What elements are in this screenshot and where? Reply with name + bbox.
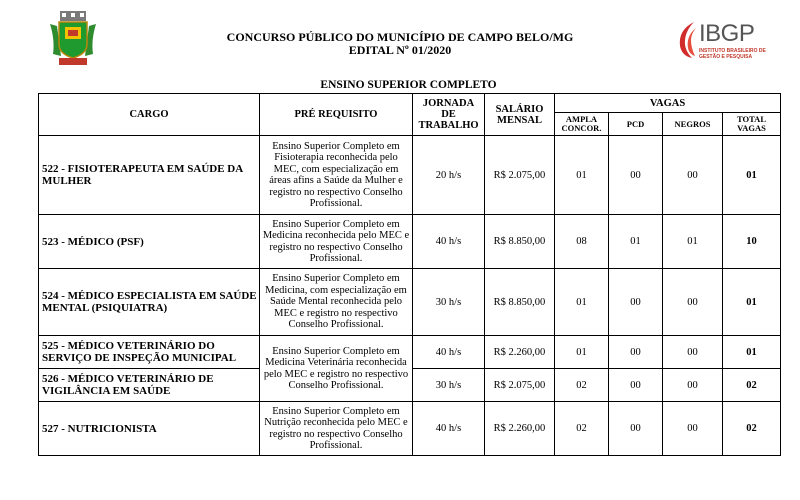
total-cell: 02 <box>723 369 781 402</box>
pcd-cell: 00 <box>609 269 663 336</box>
table-row <box>39 402 781 456</box>
ampla-cell: 01 <box>555 336 609 369</box>
jornada-cell: 20 h/s <box>413 136 485 215</box>
page-subtitle: EDITAL Nº 01/2020 <box>348 43 452 57</box>
salario-cell: R$ 2.260,00 <box>485 402 555 456</box>
cargo-cell: 527 - NUTRICIONISTA <box>39 402 260 456</box>
requisito-cell: Ensino Superior Completo em Medicina reconhecida pelo MEC e registro no respectivo Conselho Profissional. <box>260 215 413 269</box>
table-row <box>39 215 781 269</box>
negros-cell: 00 <box>663 369 723 402</box>
requisito-cell: Ensino Superior Completo em Fisioterapia reconhecida pelo MEC, com especialização em áreas afins a Saúde da Mulher e registro no respectivo Conselho Profissional. <box>260 136 413 215</box>
jornada-cell: 40 h/s <box>413 215 485 269</box>
salario-cell: R$ 8.850,00 <box>485 215 555 269</box>
col-negros: NEGROS <box>663 113 723 136</box>
negros-cell: 01 <box>663 215 723 269</box>
negros-cell: 00 <box>663 269 723 336</box>
salario-cell: R$ 8.850,00 <box>485 269 555 336</box>
pcd-cell: 01 <box>609 215 663 269</box>
ampla-cell: 08 <box>555 215 609 269</box>
col-vagas: VAGAS <box>555 94 781 113</box>
salario-cell: R$ 2.075,00 <box>485 369 555 402</box>
cargo-cell: 524 - MÉDICO ESPECIALISTA EM SAÚDE MENTAL (PSIQUIATRA) <box>39 269 260 336</box>
ampla-cell: 02 <box>555 402 609 456</box>
page-title: CONCURSO PÚBLICO DO MUNICÍPIO DE CAMPO BELO/MG <box>226 30 574 44</box>
total-cell: 01 <box>723 136 781 215</box>
jornada-cell: 40 h/s <box>413 336 485 369</box>
total-cell: 01 <box>723 269 781 336</box>
requisito-cell: Ensino Superior Completo em Medicina Veterinária reconhecida pelo MEC e registro no respectivo Conselho Profissional. <box>260 336 413 402</box>
negros-cell: 00 <box>663 136 723 215</box>
logo-subtitle: INSTITUTO BRASILEIRO DE GESTÃO E PESQUISA <box>699 48 766 60</box>
negros-cell: 00 <box>663 402 723 456</box>
col-pre-requisito: PRÉ REQUISITO <box>260 94 413 136</box>
ampla-cell: 02 <box>555 369 609 402</box>
pcd-cell: 00 <box>609 369 663 402</box>
ampla-cell: 01 <box>555 269 609 336</box>
table-header-row <box>39 94 781 113</box>
cargo-cell: 526 - MÉDICO VETERINÁRIO DE VIGILÂNCIA EM SAÚDE <box>39 369 260 402</box>
negros-cell: 00 <box>663 336 723 369</box>
positions-table <box>38 93 781 456</box>
cargo-cell: 522 - FISIOTERAPEUTA EM SAÚDE DA MULHER <box>39 136 260 215</box>
col-pcd: PCD <box>609 113 663 136</box>
requisito-cell: Ensino Superior Completo em Medicina, com especialização em Saúde Mental reconhecida pelo MEC e registro no respectivo Conselho Profissional. <box>260 269 413 336</box>
col-jornada: JORNADA DE TRABALHO <box>413 94 485 136</box>
table-row <box>39 136 781 215</box>
total-cell: 10 <box>723 215 781 269</box>
pcd-cell: 00 <box>609 336 663 369</box>
cargo-cell: 525 - MÉDICO VETERINÁRIO DO SERVIÇO DE INSPEÇÃO MUNICIPAL <box>39 336 260 369</box>
table-row <box>39 269 781 336</box>
ampla-cell: 01 <box>555 136 609 215</box>
jornada-cell: 30 h/s <box>413 269 485 336</box>
jornada-cell: 30 h/s <box>413 369 485 402</box>
pcd-cell: 00 <box>609 402 663 456</box>
table-row <box>39 336 781 369</box>
salario-cell: R$ 2.260,00 <box>485 336 555 369</box>
col-total: TOTAL VAGAS <box>723 113 781 136</box>
col-salario: SALÁRIO MENSAL <box>485 94 555 136</box>
requisito-cell: Ensino Superior Completo em Nutrição reconhecida pelo MEC e registro no respectivo Conselho Profissional. <box>260 402 413 456</box>
col-ampla: AMPLA CONCOR. <box>555 113 609 136</box>
logo-wordmark: IBGP <box>699 20 755 47</box>
total-cell: 02 <box>723 402 781 456</box>
section-title: ENSINO SUPERIOR COMPLETO <box>320 79 497 91</box>
col-cargo: CARGO <box>39 94 260 136</box>
cargo-cell: 523 - MÉDICO (PSF) <box>39 215 260 269</box>
pcd-cell: 00 <box>609 136 663 215</box>
salario-cell: R$ 2.075,00 <box>485 136 555 215</box>
jornada-cell: 40 h/s <box>413 402 485 456</box>
total-cell: 01 <box>723 336 781 369</box>
